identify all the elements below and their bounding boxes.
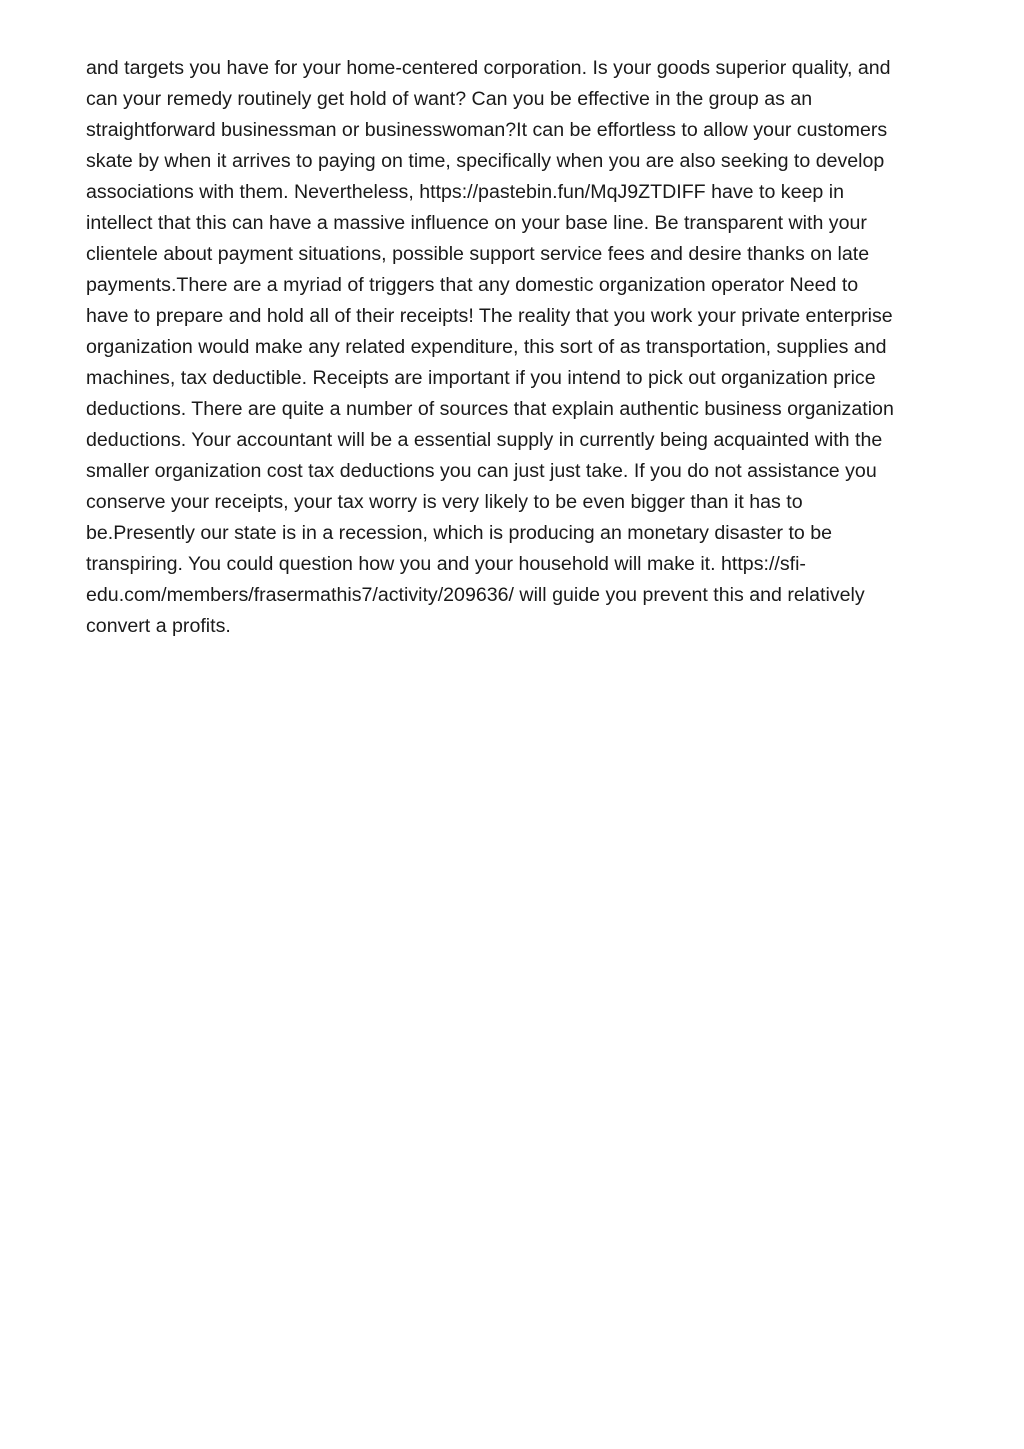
body-paragraph [86,53,946,642]
text-line: straightforward businessman or businesswoman?It can be effortless to allow your customers [86,119,888,141]
text-line: edu.com/members/frasermathis7/activity/209636/ will guide you prevent this and relatively [86,584,865,606]
text-line: payments.There are a myriad of triggers that any domestic organization operator Need to [86,274,859,296]
text-line: can your remedy routinely get hold of want? Can you be effective in the group as an [86,88,813,110]
text-line: convert a profits. [86,615,231,637]
text-line: intellect that this can have a massive influence on your base line. Be transparent with your [86,212,867,234]
text-line: clientele about payment situations, possible support service fees and desire thanks on late [86,243,870,265]
text-line: transpiring. You could question how you and your household will make it. https://sfi- [86,553,806,575]
text-line: be.Presently our state is in a recession, which is producing an monetary disaster to be [86,522,833,544]
text-line: skate by when it arrives to paying on time, specifically when you are also seeking to develop [86,150,885,172]
text-line: and targets you have for your home-centered corporation. Is your goods superior quality, and [86,57,891,79]
text-line: conserve your receipts, your tax worry is very likely to be even bigger than it has to [86,491,803,513]
text-line: smaller organization cost tax deductions you can just just take. If you do not assistance you [86,460,877,482]
text-line: organization would make any related expenditure, this sort of as transportation, supplies and [86,336,887,358]
text-line: deductions. Your accountant will be a essential supply in currently being acquainted with the [86,429,883,451]
text-line: deductions. There are quite a number of sources that explain authentic business organization [86,398,894,420]
text-line: machines, tax deductible. Receipts are important if you intend to pick out organization price [86,367,876,389]
text-line: have to prepare and hold all of their receipts! The reality that you work your private enterprise [86,305,893,327]
text-line: associations with them. Nevertheless, https://pastebin.fun/MqJ9ZTDIFF have to keep in [86,181,844,203]
